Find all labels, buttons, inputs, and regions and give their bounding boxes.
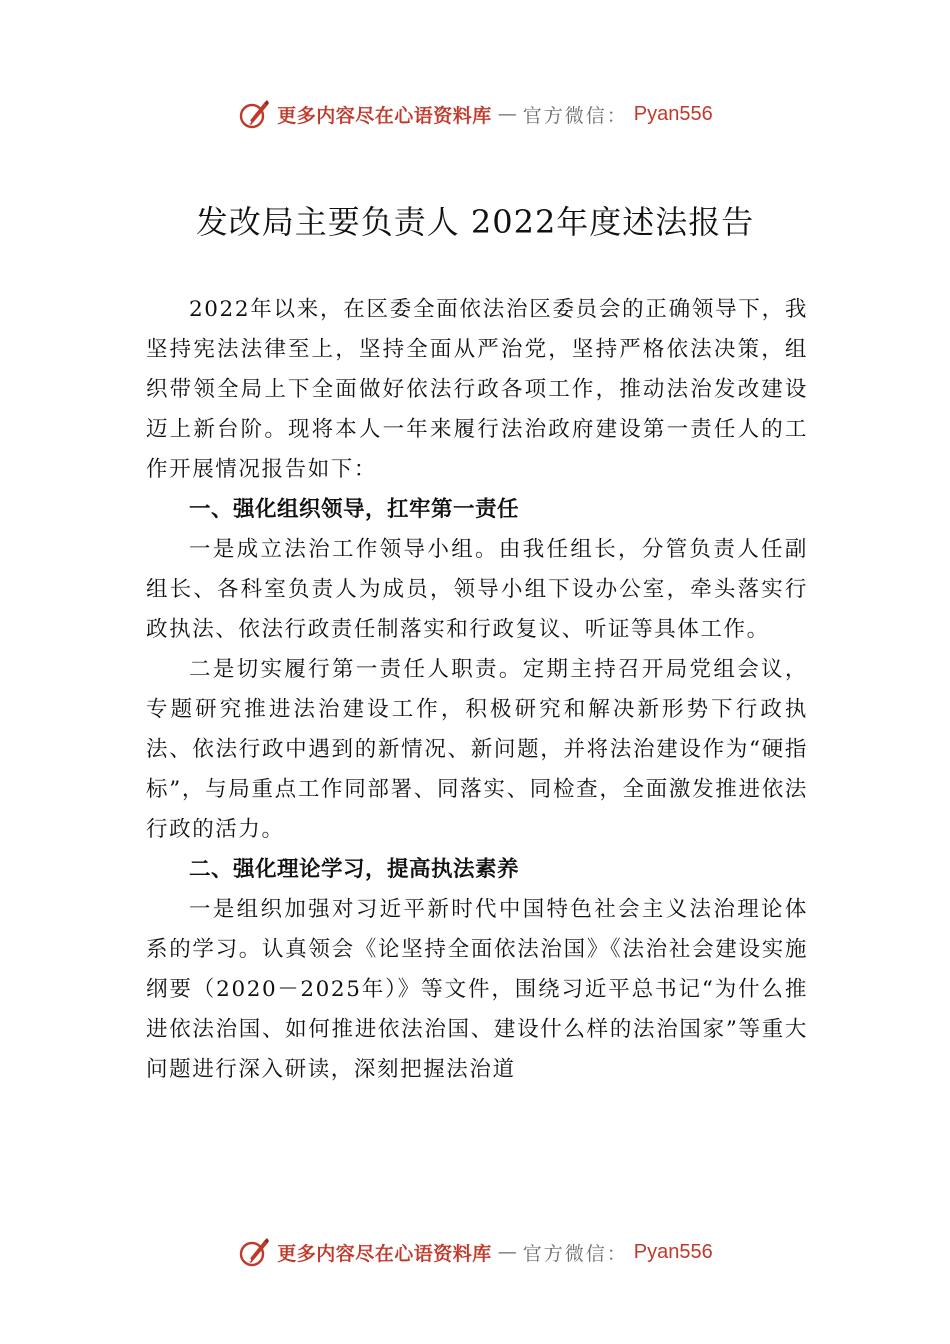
watermark-dash: — <box>497 1241 517 1263</box>
document-title: 发改局主要负责人 2022年度述法报告 <box>195 203 755 241</box>
section-heading-2: 二、强化理论学习，提高执法素养 <box>189 857 520 882</box>
pen-logo-icon <box>237 1235 271 1269</box>
watermark-wechat-id: Pyan556 <box>633 1240 713 1263</box>
watermark-gray-text: 官方微信： <box>522 104 628 127</box>
pen-logo-icon <box>237 97 271 131</box>
paragraph-intro: 2022年以来，在区委全面依法治区委员会的正确领导下，我坚持宪法法律至上，坚持全面从严治党，坚持严格依法决策，组织带领全局上下全面做好依法行政各项工作，推动法治发改建设迈上新台阶。现将本人一年来履行法治政府建设第一责任人的工作开展情况报告如下： <box>146 297 808 482</box>
watermark-red-text: 更多内容尽在心语资料库 <box>277 104 492 127</box>
paragraph-1-1: 一是成立法治工作领导小组。由我任组长，分管负责人任副组长、各科室负责人为成员，领导小组下设办公室，牵头落实行政执法、依法行政责任制落实和行政复议、听证等具体工作。 <box>146 537 808 642</box>
watermark-gray-text: 官方微信： <box>522 1242 628 1265</box>
watermark-header <box>0 94 950 134</box>
watermark-dash: — <box>497 103 517 125</box>
paragraph-2-1: 一是组织加强对习近平新时代中国特色社会主义法治理论体系的学习。认真领会《论坚持全面依法治国》《法治社会建设实施纲要（2020－2025年）》等文件，围绕习近平总书记“为什么推进依法治国、如何推进依法治国、建设什么样的法治国家”等重大问题进行深入研读，深刻把握法治道 <box>146 897 808 1082</box>
document-body <box>146 290 808 1090</box>
paragraph-1-2: 二是切实履行第一责任人职责。定期主持召开局党组会议，专题研究推进法治建设工作，积极研究和解决新形势下行政执法、依法行政中遇到的新情况、新问题，并将法治建设作为“硬指标”，与局重点工作同部署、同落实、同检查，全面激发推进依法行政的活力。 <box>146 657 808 842</box>
watermark-red-text: 更多内容尽在心语资料库 <box>277 1242 492 1265</box>
section-heading-1: 一、强化组织领导，扛牢第一责任 <box>189 497 520 522</box>
watermark-wechat-id: Pyan556 <box>633 102 713 125</box>
watermark-footer <box>0 1232 950 1272</box>
